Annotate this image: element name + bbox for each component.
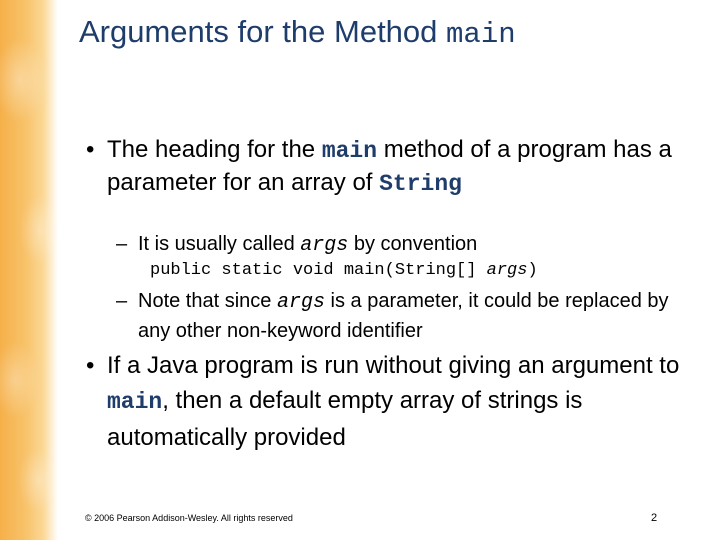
bullet-2-post: , then a default empty array of strings is automatically provided xyxy=(107,387,583,451)
sub-1-code-args: args xyxy=(300,234,349,257)
code-arg: args xyxy=(486,261,528,280)
sub-2-pre: Note that since xyxy=(138,290,277,312)
slide-title xyxy=(79,14,516,51)
sub-bullet-1-text xyxy=(138,230,477,260)
sub-2-post: is a parameter, it could be replaced by any other non-keyword identifier xyxy=(138,290,669,342)
bullet-2 xyxy=(88,348,708,455)
dash-symbol: – xyxy=(116,233,128,255)
bullet-1-text xyxy=(107,134,708,200)
bullet-2-code-main: main xyxy=(107,389,163,415)
copyright-footer: © 2006 Pearson Addison-Wesley. All rights reserved xyxy=(85,513,293,523)
slide-title-text: Arguments for the Method xyxy=(79,14,447,49)
bullet-2-text xyxy=(107,348,708,455)
bullet-1-code-string: String xyxy=(379,171,462,197)
bullet-1-code-main: main xyxy=(321,138,378,164)
bullet-symbol: • xyxy=(86,352,95,379)
sub-2-code-args: args xyxy=(276,291,325,314)
sub-1-post: by convention xyxy=(348,233,478,255)
dash-symbol: – xyxy=(116,290,128,312)
code-pre: public static void main(String[] xyxy=(150,261,487,280)
bullet-1 xyxy=(88,134,708,200)
code-example xyxy=(150,261,538,280)
sub-1-pre: It is usually called xyxy=(138,233,301,255)
decorative-side-band xyxy=(0,0,58,540)
sub-bullet-2-text xyxy=(138,287,676,345)
bullet-1-mid: method of a program has a parameter for an array of xyxy=(107,136,672,196)
bullet-symbol: • xyxy=(86,136,95,163)
sub-bullet-1 xyxy=(116,230,477,260)
bullet-2-pre: If a Java program is run without giving an argument to xyxy=(107,352,680,379)
page-number: 2 xyxy=(651,512,658,524)
code-post: ) xyxy=(527,261,538,280)
slide-title-code: main xyxy=(446,18,516,51)
bullet-1-pre: The heading for the xyxy=(107,136,322,163)
sub-bullet-2 xyxy=(116,287,676,345)
